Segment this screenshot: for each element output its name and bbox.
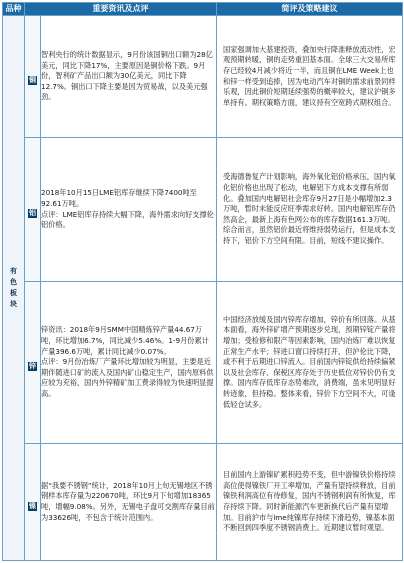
table-header-row [3, 3, 403, 16]
metal-label-zinc: 锌 [29, 362, 36, 370]
header-category: 品种 [3, 3, 25, 16]
metal-cell-aluminum [25, 138, 41, 282]
news-cell-zinc: 锌资讯：2018年9月SMM中国精炼锌产量44.67万吨，环比增加6.7%，同比减少5.46%。1-9月份累计产量396.6万吨，累计同比减少0.07%。 点评：9月份冶炼厂产量环比增加较为明显，主要是近期伴随进口矿的流入及国内矿山稳定生产，国内原料供应较为充裕，国内外锌精矿加工费录得较为快速明显提高。 [41, 282, 217, 444]
metal-cell-nickel [25, 444, 41, 561]
header-news: 重要资讯及点评 [25, 3, 217, 16]
table-row-copper [3, 16, 403, 138]
table-row-aluminum [3, 138, 403, 282]
header-strategy: 简评及策略建议 [217, 3, 403, 16]
report-page [2, 2, 402, 561]
strategy-cell-nickel: 目前国内上游镍矿累积趋势不变，但中游镍铁价格持续高位使得镍铁厂开工率增加，产量有望持续释放，目前镍铁利润高位有待修复，国内不锈钢利润有所恢复，库存持续下降。同时新能源汽车更新换代后产量有望增加。目前沪市与lme纯镍库存持续下滑趋势，镍基本面不断回到四季度不锈钢消费上。近期建议暂时观望。 [217, 444, 403, 561]
metal-label-copper: 铜 [29, 76, 36, 84]
metal-cell-zinc [25, 282, 41, 444]
metal-cell-copper [25, 16, 41, 138]
strategy-cell-zinc: 中国经济放缓及国内锌库存增加，锌价有所回落。从基本面看，海外锌矿增产预期逐步兑现，预期锌锭产量将增加；受检修和限产等因素影响，国内冶炼厂难以恢复正常生产水平；锌进口窗口持续打开，但沪伦比下降，或不利于后期进口锌流入。目前国内锌锭供给持续偏紧以及社会库存、保税区库存处于历史低位对锌价仍有支撑。国内库存低库存态势难改，消费端，虽未见明显好转迹象，但持稳。整体来看，锌价下方空间不大，可逢低轻仓试多。 [217, 282, 403, 444]
strategy-cell-aluminum: 受海德鲁复产计划影响，海外氧化铝价格承压，国内氧化铝价格也出现了松动，电解铝下方成本支撑有所弱化。叠加国内电解铝社会库存9月27日是小幅增加2.3万吨，暂时未能反应旺季需求好转。国内电解铝库存仍然高企，最新上海有色网公布的库存数据161.3万吨。综合而言，虽然铝价最近将维持弱势运行，但是成本支持下，铝价下方空间有限。目前，短线不建议操作。 [217, 138, 403, 282]
nonferrous-strategy-table [2, 2, 403, 561]
news-cell-copper: 智利央行的统计数据显示，9月份该国铜出口额为28亿美元，同比下降17%，主要原因是铜价格下跌。9月份，智利矿产品出口额为30亿美元，同比下降12.7%。铜出口下降主要是因为贸易战，以及美元强劲。 [41, 16, 217, 138]
news-cell-nickel: 据“我要不锈钢”统计，2018年10月上旬无锡地区不锈钢样本库存量为220670吨，环比9月下旬增加18365吨，增幅9.08%。另外，无锡电子盘可交割库存量目前为33626吨，不包含于统计范围内。 [41, 444, 217, 561]
category-label: 有色板块 [10, 267, 17, 308]
metal-label-aluminum: 铝 [29, 209, 36, 217]
table-row-nickel [3, 444, 403, 561]
table-row-zinc [3, 282, 403, 444]
metal-label-nickel: 镍 [29, 501, 36, 510]
news-cell-aluminum: 2018年10月15日LME铝库存继续下降7400吨至92.61万吨。 点评：LME铝库存持续大幅下降，海外需求向好支撑伦铝价格。 [41, 138, 217, 282]
strategy-cell-copper: 国家强调加大基建投资，叠加央行降准释放流动性，宏观预期转暖，铜的走势重回基本面。全球三大交易所库存已经较4月减少将近一半，而且铜在LME Week上也和锌一样受到追捧，因为电动汽车对铜的需求前景同样乐观，因此铜价短期延续强势的概率较大，建议沪铜多单持有。期权策略方面，建议持有空宽跨式期权组合。 [217, 16, 403, 138]
category-cell [3, 16, 25, 561]
